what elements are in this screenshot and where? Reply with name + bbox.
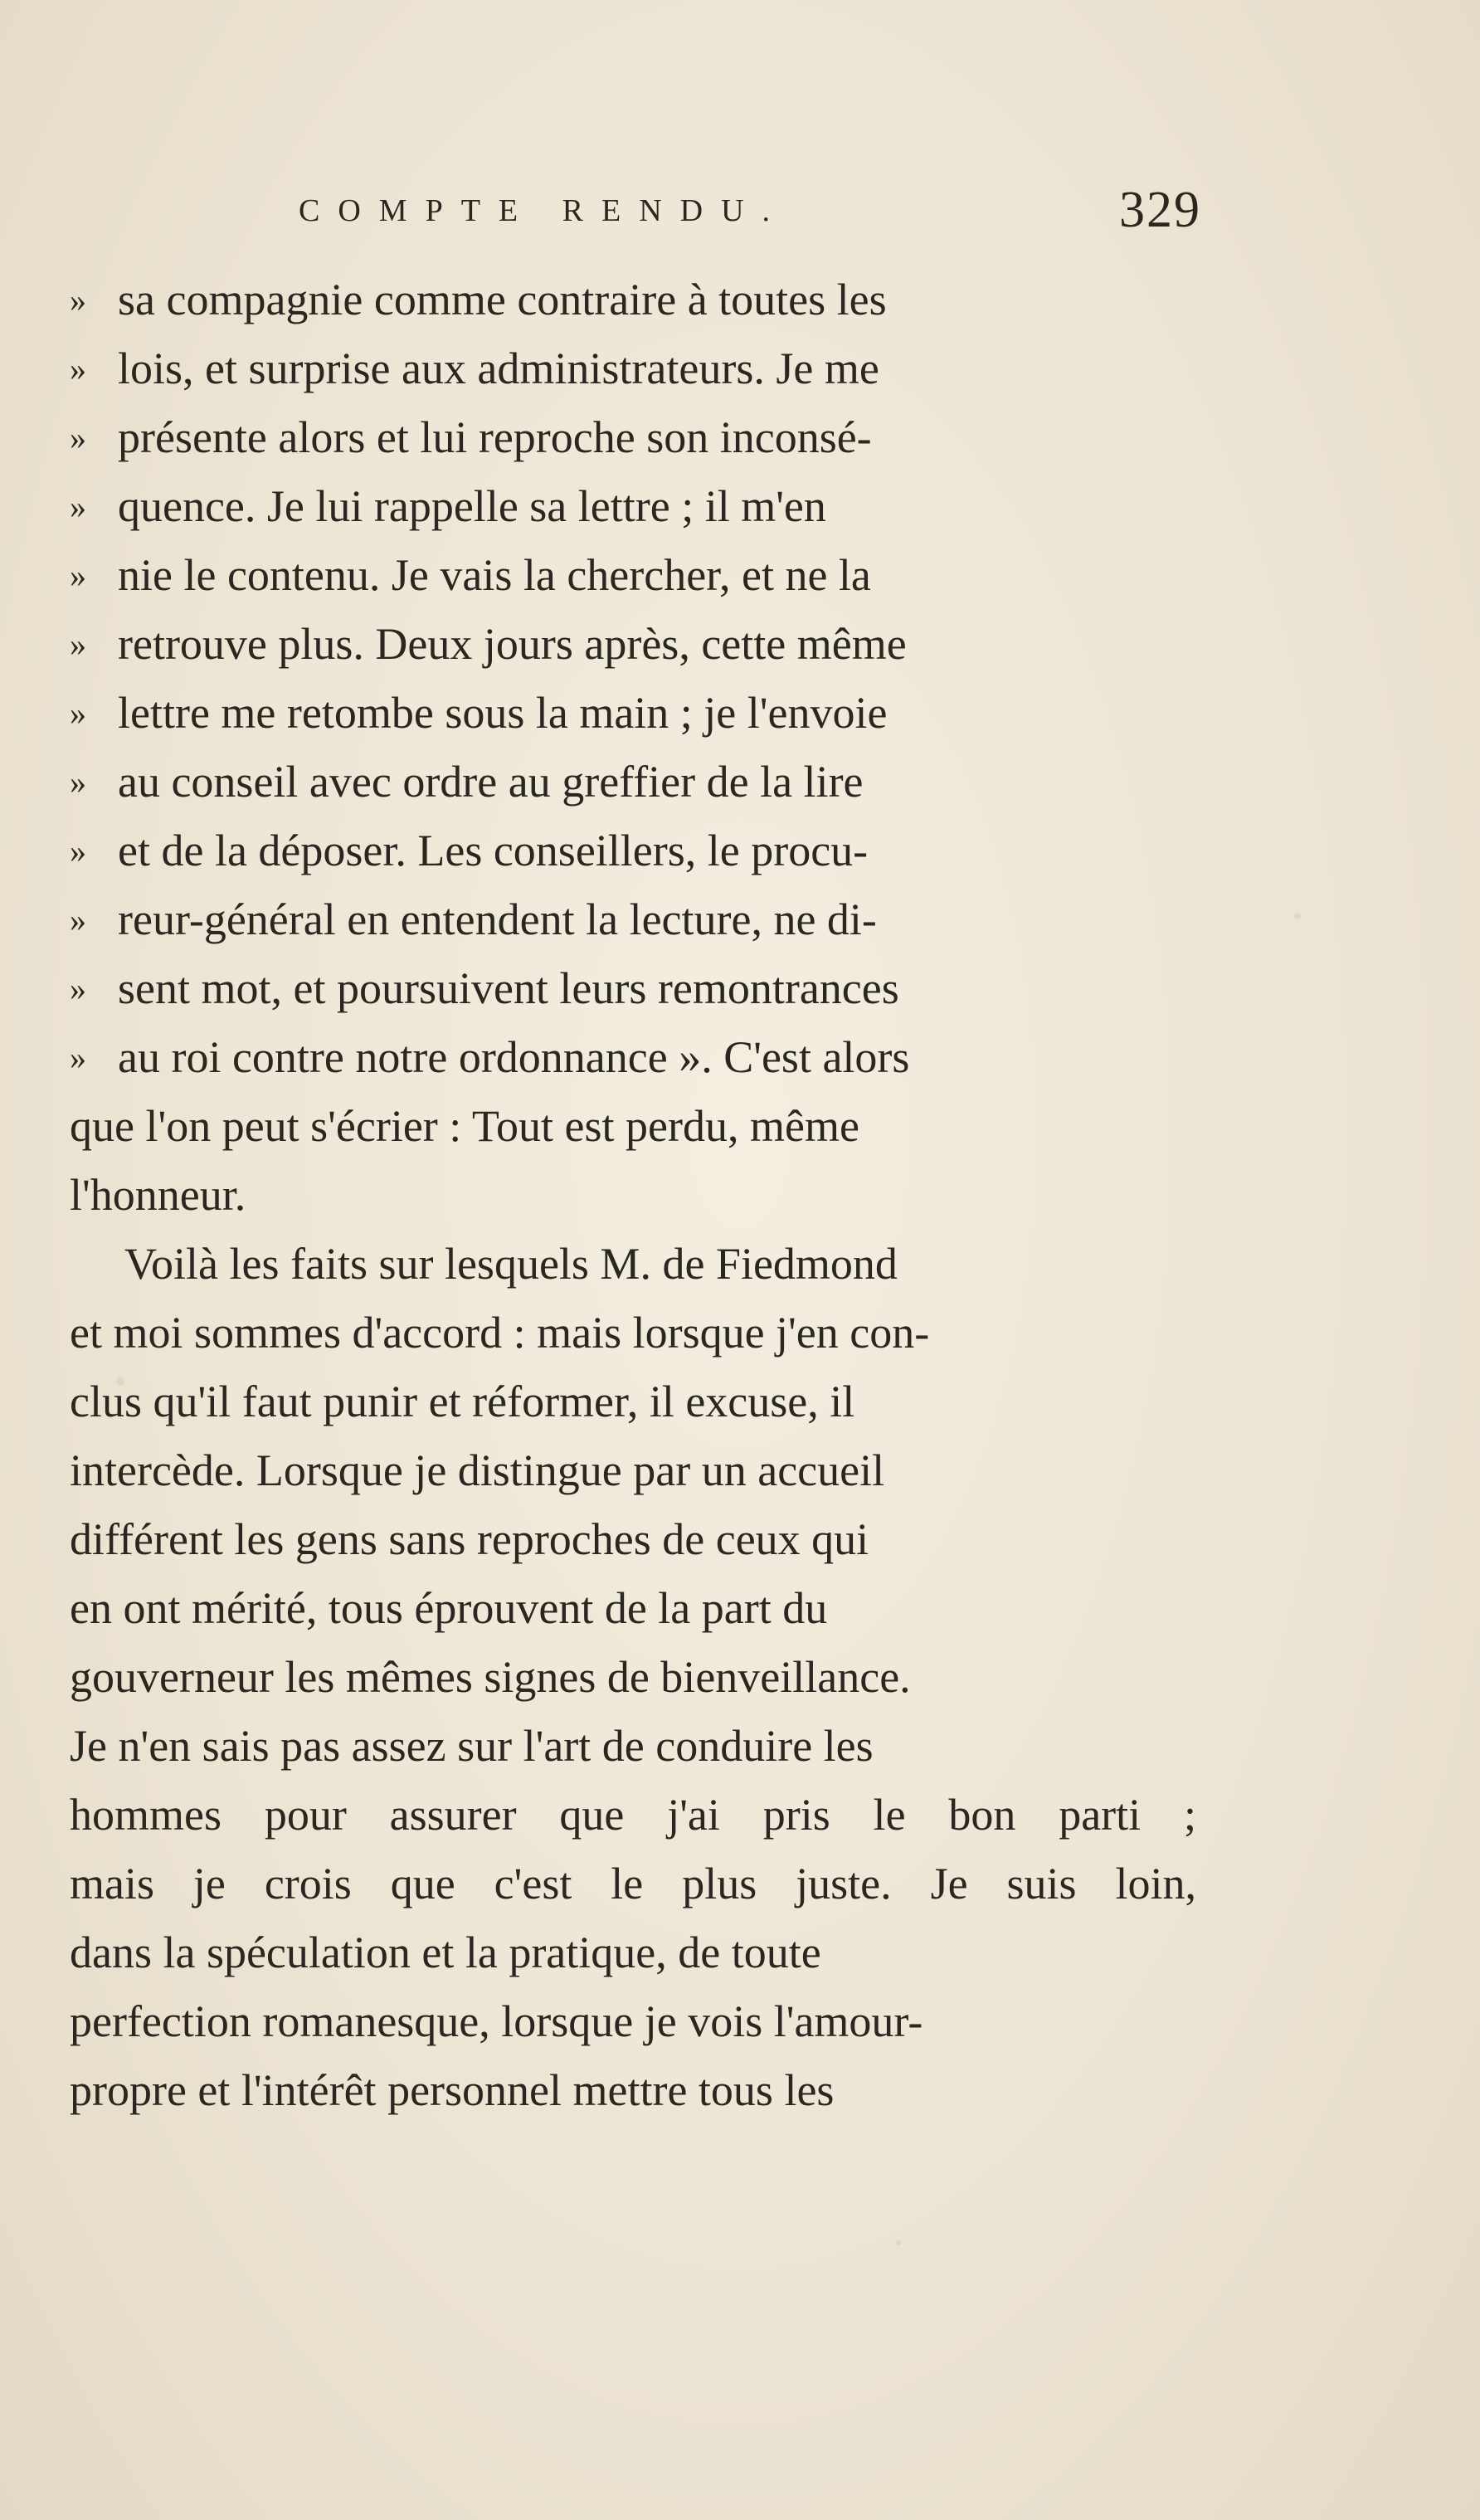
text-line [68,1781,1196,1850]
line-text: propre et l'intérêt personnel mettre tous les [70,2065,835,2115]
quotation-mark: » [70,832,86,870]
text-line [68,1367,1196,1436]
line-text: clus qu'il faut punir et réformer, il excuse, il [70,1377,855,1426]
line-text: sa compagnie comme contraire à toutes les [118,275,887,324]
quotation-mark: » [70,763,86,801]
paper-foxing [896,2240,901,2245]
text-line [68,1092,1196,1161]
line-text: gouverneur les mêmes signes de bienveillance. [70,1652,911,1702]
text-line [68,610,1196,679]
quotation-mark: » [70,419,86,456]
text-line [68,1850,1196,1918]
text-line [68,1299,1196,1367]
running-head: COMPTE RENDU. [299,193,789,228]
quotation-mark: » [70,626,86,663]
line-text: lettre me retombe sous la main ; je l'envoie [118,688,888,738]
line-text: et de la déposer. Les conseillers, le procu- [118,826,869,875]
text-line [68,1230,1196,1299]
text-line [68,1023,1196,1092]
text-line [68,541,1196,610]
line-text: perfection romanesque, lorsque je vois l'amour- [70,1996,923,2046]
text-line [68,2056,1196,2125]
text-line [68,472,1196,541]
line-text: quence. Je lui rappelle sa lettre ; il m'en [118,481,826,531]
body-text [68,266,1196,2125]
text-line [68,1574,1196,1643]
text-line [68,1918,1196,1987]
text-line [68,748,1196,816]
line-text: différent les gens sans reproches de ceux qui [70,1514,869,1564]
line-text: au roi contre notre ordonnance ». C'est alors [118,1032,910,1082]
text-line [68,1505,1196,1574]
text-line [68,266,1196,334]
text-line [68,334,1196,403]
quotation-mark: » [70,901,86,938]
line-text: mais je crois que c'est le plus juste. Je suis loin, [70,1859,1196,1908]
line-text: l'honneur. [70,1170,246,1220]
line-text: retrouve plus. Deux jours après, cette même [118,619,907,669]
page-header [299,181,1236,247]
text-line [68,1436,1196,1505]
line-text: dans la spéculation et la pratique, de toute [70,1928,821,1977]
text-line [68,1643,1196,1712]
text-line [68,954,1196,1023]
line-text: sent mot, et poursuivent leurs remontrances [118,963,899,1013]
line-text: lois, et surprise aux administrateurs. Je me [118,344,879,393]
quotation-mark: » [70,695,86,732]
line-text: reur-général en entendent la lecture, ne di- [118,894,877,944]
quotation-mark: » [70,1039,86,1076]
text-line [68,403,1196,472]
text-line [68,885,1196,954]
paper-foxing [1294,913,1301,919]
line-text: Voilà les faits sur lesquels M. de Fiedmond [124,1239,898,1289]
quotation-mark: » [70,281,86,319]
line-text: au conseil avec ordre au greffier de la lire [118,757,864,807]
line-text: présente alors et lui reproche son inconsé- [118,412,872,462]
text-line [68,679,1196,748]
line-text: en ont mérité, tous éprouvent de la part du [70,1583,828,1633]
text-line [68,1161,1196,1230]
text-line [68,816,1196,885]
page-number: 329 [1119,182,1201,238]
quotation-mark: » [70,350,86,388]
line-text: hommes pour assurer que j'ai pris le bon parti ; [70,1790,1196,1840]
line-text: intercède. Lorsque je distingue par un accueil [70,1445,885,1495]
text-line [68,1712,1196,1781]
line-text: que l'on peut s'écrier : Tout est perdu, même [70,1101,859,1151]
line-text: et moi sommes d'accord : mais lorsque j'en con- [70,1308,930,1357]
text-line [68,1987,1196,2056]
quotation-mark: » [70,970,86,1007]
line-text: Je n'en sais pas assez sur l'art de conduire les [70,1721,874,1771]
quotation-mark: » [70,488,86,525]
line-text: nie le contenu. Je vais la chercher, et ne la [118,550,871,600]
quotation-mark: » [70,557,86,594]
